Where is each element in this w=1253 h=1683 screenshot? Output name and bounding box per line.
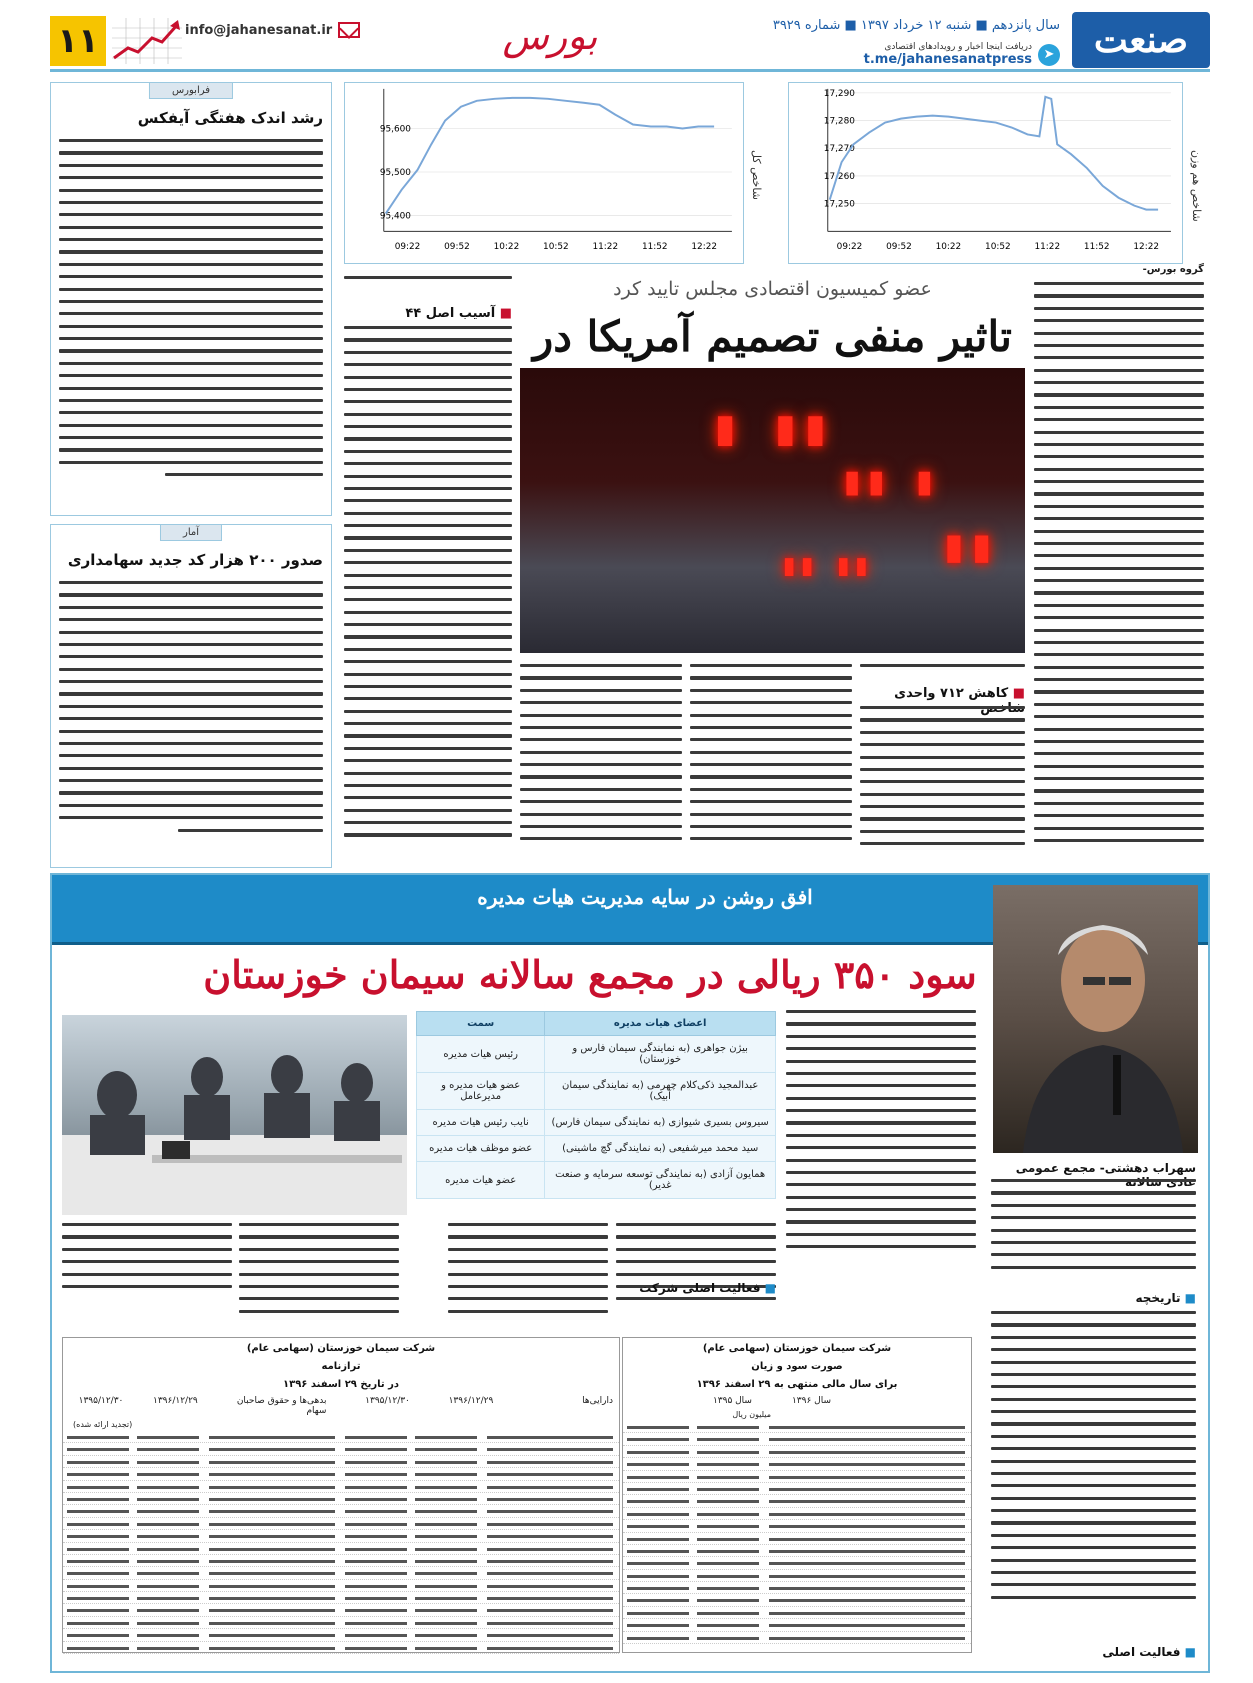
- board-of-directors-table: [416, 1011, 776, 1199]
- board-role: عضو موظف هیات مدیره: [417, 1136, 545, 1162]
- envelope-icon: [338, 22, 360, 38]
- fin-unit: میلیون ریال: [732, 1410, 771, 1419]
- fin-col-header: ۱۳۹۵/۱۲/۳۰: [78, 1396, 124, 1406]
- fin-title: صورت سود و زیان: [751, 1361, 843, 1372]
- article-headline[interactable]: تاثیر منفی تصمیم آمریکا در: [533, 312, 1012, 361]
- ticker-display-icon: ▮ ▮▮: [840, 458, 937, 504]
- fin-col-header: دارایی‌ها: [582, 1396, 613, 1406]
- total-index-label: شاخص کل: [750, 150, 763, 200]
- equal-weight-index-label: شاخص هم وزن: [1190, 150, 1203, 222]
- chairman-portrait-photo: [993, 885, 1198, 1153]
- x-tick: 11:52: [1083, 242, 1110, 253]
- sidebar-box-shareholder-codes: [50, 524, 332, 868]
- advert-column-3: [616, 1223, 776, 1331]
- company-report-advert: [50, 873, 1210, 1673]
- table-row: [417, 1136, 776, 1162]
- x-tick: 10:52: [985, 242, 1011, 253]
- article-column-4: [690, 664, 852, 866]
- sidebar-article-text: [59, 139, 323, 509]
- board-member: عبدالمجید ذکی‌کلام چهرمی (به نمایندگی سیمان آبیک): [545, 1073, 776, 1110]
- board-member: سیروس بسیری شیوازی (به نمایندگی سیمان فارس): [545, 1110, 776, 1136]
- y-tick: 17,250: [823, 199, 855, 210]
- telegram-icon: ➤: [1038, 44, 1060, 66]
- fin-rows: [623, 1421, 971, 1644]
- income-statement-table: [622, 1337, 972, 1653]
- y-tick: 95,600: [379, 124, 411, 135]
- ticker-display-icon: ▮▮: [940, 518, 996, 572]
- advert-column-4: [448, 1223, 608, 1331]
- y-tick: 17,260: [823, 171, 855, 182]
- x-tick: 11:22: [592, 242, 619, 253]
- article-column-3: [860, 706, 1025, 866]
- article-column-3-top: [860, 664, 1025, 678]
- equal-weight-series-line: [830, 97, 1158, 210]
- total-index-chart: [344, 82, 744, 264]
- table-header: اعضای هیات مدیره: [545, 1012, 776, 1036]
- equal-weight-index-chart: [788, 82, 1183, 264]
- telegram-caption: دریافت اینجا اخبار و رویدادهای اقتصادی: [884, 42, 1032, 52]
- table-row: [417, 1036, 776, 1073]
- article-column-2-top: [344, 276, 512, 296]
- sidebar-title: صدور ۲۰۰ هزار کد جدید سهامداری: [67, 551, 323, 569]
- table-row: [417, 1162, 776, 1199]
- article-kicker: عضو کمیسیون اقتصادی مجلس تایید کرد: [613, 278, 932, 300]
- stock-exchange-photo: [520, 368, 1025, 653]
- sidebar-article-text: [59, 581, 323, 863]
- telegram-link[interactable]: [864, 42, 1060, 67]
- issue-line: سال پانزدهم ■ شنبه ۱۲ خرداد ۱۳۹۷ ■ شماره ۳۹۲۹: [772, 18, 1060, 33]
- board-member: بیژن جواهری (به نمایندگی سیمان فارس و خوزستان): [545, 1036, 776, 1073]
- fin-period: در تاریخ ۲۹ اسفند ۱۳۹۶: [282, 1379, 399, 1390]
- fin-col-header: بدهی‌ها و حقوق صاحبان سهام: [236, 1396, 327, 1416]
- advert-kicker: افق روشن در سایه مدیریت هیات مدیره: [477, 885, 813, 909]
- x-tick: 09:52: [444, 242, 470, 253]
- activity-heading: ■ فعالیت اصلی: [991, 1645, 1196, 1659]
- board-role: عضو هیات مدیره: [417, 1162, 545, 1199]
- board-member: سید محمد میرشفیعی (به نمایندگی گچ ماشینی): [545, 1136, 776, 1162]
- sidebar-tab: فرابورس: [149, 82, 233, 99]
- advert-headline[interactable]: سود ۳۵۰ ریالی در مجمع سالانه سیمان خوزستان: [203, 952, 977, 997]
- fin-col-header: ۱۳۹۶/۱۲/۲۹: [448, 1396, 494, 1406]
- sidebar-tab: آمار: [160, 524, 222, 541]
- x-tick: 11:52: [641, 242, 668, 253]
- advert-column-2: [786, 1010, 976, 1260]
- article-subhead: ■ آسیب اصل ۴۴: [344, 306, 512, 321]
- history-text: [991, 1311, 1196, 1641]
- total-index-svg: [345, 83, 743, 263]
- fin-period: برای سال مالی منتهی به ۲۹ اسفند ۱۳۹۶: [696, 1379, 898, 1390]
- x-tick: 09:52: [886, 242, 912, 253]
- table-row: [417, 1110, 776, 1136]
- x-tick: 09:22: [836, 242, 863, 253]
- activity-heading-2: ■ فعالیت اصلی شرکت: [616, 1281, 776, 1295]
- fin-restated: (تجدید ارائه شده): [73, 1420, 133, 1429]
- y-tick: 17,290: [823, 88, 855, 99]
- x-tick: 10:22: [493, 242, 520, 253]
- table-header: سمت: [417, 1012, 545, 1036]
- article-column-1: [1034, 282, 1204, 867]
- y-tick: 95,500: [379, 167, 411, 178]
- y-tick: 17,270: [823, 144, 855, 155]
- ticker-display-icon: ▮▮ ▮: [710, 398, 831, 456]
- x-tick: 09:22: [394, 242, 421, 253]
- board-role: عضو هیات مدیره و مدیرعامل: [417, 1073, 545, 1110]
- board-role: نایب رئیس هیات مدیره: [417, 1110, 545, 1136]
- masthead: [50, 10, 1210, 72]
- board-role: رئیس هیات مدیره: [417, 1036, 545, 1073]
- general-assembly-photo: [62, 1015, 407, 1215]
- article-lead-in: گروه بورس-: [1142, 264, 1204, 275]
- fin-col-header: ۱۳۹۵/۱۲/۳۰: [365, 1396, 410, 1406]
- y-tick: 17,280: [823, 116, 855, 127]
- panel-people-icon: [62, 1015, 407, 1215]
- sidebar-box-ifx: [50, 82, 332, 516]
- x-tick: 12:22: [691, 242, 718, 253]
- fin-company: شرکت سیمان خوزستان (سهامی عام): [246, 1343, 436, 1354]
- history-heading: ■ تاریخچه: [991, 1291, 1196, 1305]
- trend-chart-icon: [112, 18, 182, 64]
- total-index-series-line: [386, 98, 714, 214]
- telegram-url[interactable]: t.me/jahanesanatpress: [863, 52, 1032, 67]
- sidebar-title: رشد اندک هفتگی آیفکس: [137, 109, 323, 127]
- email-address[interactable]: info@jahanesanat.ir: [185, 22, 333, 38]
- advert-column-5: [239, 1223, 399, 1331]
- section-title: بورس: [502, 14, 598, 58]
- ticker-display-icon: ▮▮ ▮▮: [780, 548, 871, 583]
- equal-weight-index-svg: [789, 83, 1182, 263]
- fin-col-header: سال ۱۳۹۵: [712, 1396, 752, 1406]
- fin-company: شرکت سیمان خوزستان (سهامی عام): [702, 1343, 892, 1354]
- fin-col-header: سال ۱۳۹۶: [791, 1396, 831, 1406]
- x-tick: 11:22: [1034, 242, 1061, 253]
- x-tick: 12:22: [1133, 242, 1160, 253]
- advert-intro-text: [991, 1179, 1196, 1289]
- article-subhead: ■ کاهش ۷۱۲ واحدی: [860, 686, 1025, 716]
- fin-col-header: ۱۳۹۶/۱۲/۲۹: [153, 1396, 198, 1406]
- article-column-2: [344, 326, 512, 866]
- page-number: ۱۱: [50, 16, 106, 66]
- fin-title: ترازنامه: [321, 1361, 361, 1372]
- y-tick: 95,400: [379, 211, 411, 222]
- x-tick: 10:52: [543, 242, 569, 253]
- article-column-5: [520, 664, 682, 866]
- table-row: [417, 1073, 776, 1110]
- board-member: همایون آزادی (به نمایندگی توسعه سرمایه و صنعت غدیر): [545, 1162, 776, 1199]
- newspaper-logo[interactable]: صنعت: [1072, 12, 1210, 68]
- balance-sheet-table: [62, 1337, 620, 1653]
- advert-column-6: [62, 1223, 232, 1331]
- email-link[interactable]: [185, 22, 360, 38]
- fin-rows: [63, 1431, 619, 1654]
- x-tick: 10:22: [935, 242, 962, 253]
- portrait-caption: سهراب دهشتی- مجمع عمومی: [1015, 1161, 1196, 1175]
- portrait-silhouette-icon: [993, 885, 1198, 1153]
